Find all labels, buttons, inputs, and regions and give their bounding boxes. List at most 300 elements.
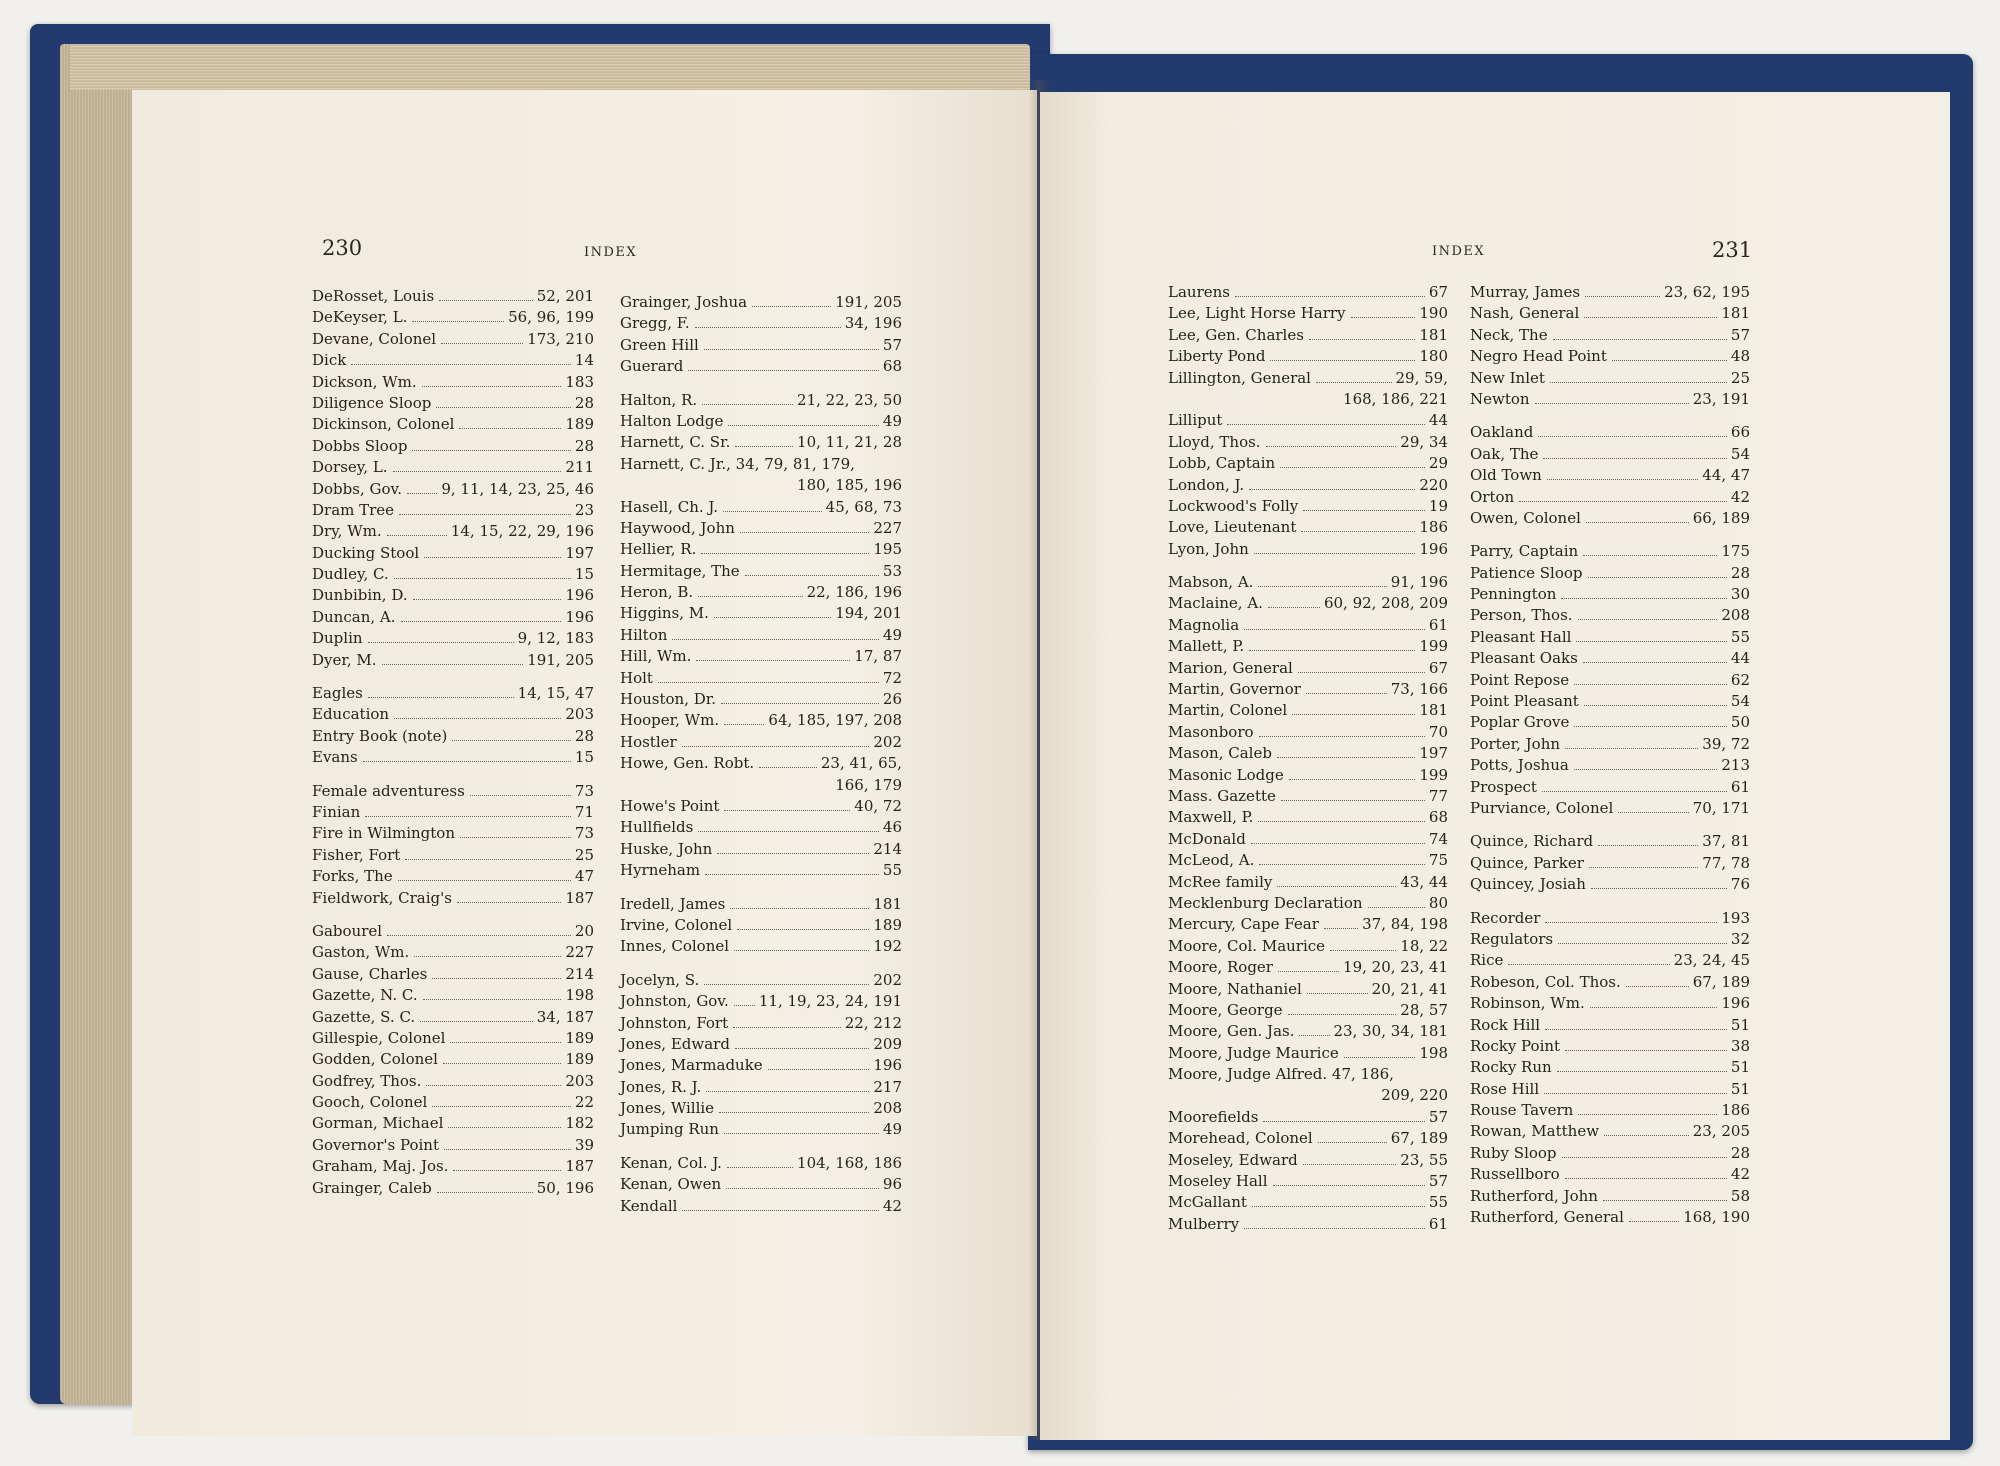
dot-leader: [1589, 867, 1698, 868]
dot-leader: [450, 1042, 561, 1043]
dot-leader: [444, 1149, 571, 1150]
dot-leader: [1508, 964, 1669, 965]
dot-leader: [1550, 382, 1727, 383]
entry-pages: 72: [882, 668, 902, 687]
dot-leader: [1330, 950, 1396, 951]
dot-leader: [432, 978, 561, 979]
index-entry: [1470, 325, 1750, 346]
dot-leader: [436, 407, 571, 408]
index-entry: [620, 603, 902, 624]
entry-pages: 52, 201: [536, 287, 594, 305]
entry-pages: 23, 62, 195: [1664, 283, 1750, 301]
dot-leader: [1288, 1014, 1397, 1015]
running-head: INDEX: [584, 245, 638, 260]
index-entry: [1470, 1057, 1750, 1078]
entry-pages: 23, 30, 34, 181: [1333, 1022, 1448, 1041]
entry-pages: 22: [574, 1093, 594, 1112]
entry-pages: 168, 186, 221: [1343, 389, 1448, 408]
dot-leader: [368, 642, 514, 643]
dot-leader: [1538, 436, 1727, 437]
dot-leader: [412, 321, 504, 322]
dot-leader: [1603, 1200, 1727, 1201]
index-entry: [620, 860, 902, 881]
entry-pages: 208: [873, 1099, 902, 1118]
entry-pages: 80: [1428, 893, 1448, 912]
entry-name: Rowan, Matthew: [1470, 1122, 1600, 1141]
dot-leader: [1598, 845, 1698, 846]
index-entry: [312, 823, 594, 844]
entry-pages: 220: [1419, 475, 1448, 494]
index-entry: [312, 1007, 594, 1028]
index-entry: [1470, 465, 1750, 486]
entry-name: Rice: [1470, 951, 1504, 970]
index-entry: [312, 1092, 594, 1113]
entry-name: Hermitage, The: [620, 561, 740, 580]
dot-leader: [728, 425, 879, 426]
entry-pages: 73: [574, 824, 594, 843]
index-entry: [620, 646, 902, 667]
dot-leader: [1280, 467, 1425, 468]
index-entry: [312, 628, 594, 649]
index-entry: [1168, 453, 1448, 474]
index-entry: [620, 518, 902, 539]
index-entry: [312, 607, 594, 628]
entry-pages: 194, 201: [835, 604, 902, 623]
index-entry: [620, 1153, 902, 1174]
entry-pages: 61: [1730, 777, 1750, 796]
entry-name: Moore, Gen. Jas.: [1168, 1022, 1295, 1041]
index-entry: [312, 372, 594, 393]
entry-name: Maxwell, P.: [1168, 808, 1254, 827]
index-entry: [620, 582, 902, 603]
index-entry: [312, 521, 594, 542]
dot-leader: [1583, 555, 1717, 556]
dot-leader: [1306, 693, 1387, 694]
dot-leader: [688, 370, 879, 371]
index-entry: [1470, 831, 1750, 852]
index-entry: [312, 436, 594, 457]
index-entry: [620, 710, 902, 731]
dot-leader: [414, 956, 561, 957]
dot-leader: [452, 740, 571, 741]
entry-pages: 76: [1730, 875, 1750, 894]
entry-pages: 19: [1428, 496, 1448, 515]
entry-pages: 187: [565, 1157, 594, 1176]
dot-leader: [422, 386, 562, 387]
dot-leader: [733, 1027, 841, 1028]
dot-leader: [448, 1127, 561, 1128]
index-entry: [1470, 1186, 1750, 1207]
entry-name: Gause, Charles: [312, 964, 428, 983]
index-entry: [312, 479, 594, 500]
index-entry: [1168, 572, 1448, 593]
dot-leader: [735, 446, 793, 447]
dot-leader: [1544, 1093, 1727, 1094]
entry-name: Mass. Gazette: [1168, 786, 1276, 805]
index-entry: [312, 393, 594, 414]
entry-pages: 54: [1730, 692, 1750, 711]
section-gap: [620, 882, 902, 894]
entry-name: Kenan, Col. J.: [620, 1153, 722, 1172]
entry-name: McRee family: [1168, 872, 1273, 891]
entry-name: Duplin: [312, 629, 363, 648]
entry-pages: 68: [882, 357, 902, 376]
entry-name: Iredell, James: [620, 894, 726, 913]
dot-leader: [723, 511, 822, 512]
dot-leader: [682, 1210, 878, 1211]
entry-pages: 23, 55: [1400, 1150, 1448, 1169]
entry-name: Rocky Point: [1470, 1036, 1561, 1055]
index-entry: [312, 1113, 594, 1134]
dot-leader: [1303, 1164, 1397, 1165]
index-entry: [620, 991, 902, 1012]
dot-leader: [745, 575, 879, 576]
entry-pages: 28: [574, 436, 594, 455]
entry-name: Robeson, Col. Thos.: [1470, 972, 1621, 991]
entry-name: Governor's Point: [312, 1135, 439, 1154]
entry-pages: 227: [565, 943, 594, 962]
dot-leader: [734, 1005, 755, 1006]
dot-leader: [459, 428, 561, 429]
entry-pages: 193: [1721, 908, 1750, 927]
entry-pages: 44, 47: [1702, 466, 1750, 485]
dot-leader: [387, 935, 571, 936]
entry-name: London, J.: [1168, 475, 1245, 494]
entry-name: Johnston, Gov.: [620, 992, 729, 1011]
entry-pages: 9, 12, 183: [517, 629, 594, 648]
entry-pages: 61: [1428, 1214, 1448, 1233]
index-entry: [312, 286, 594, 307]
index-entry: [1470, 1164, 1750, 1185]
entry-pages: 44: [1730, 649, 1750, 668]
entry-name: McDonald: [1168, 829, 1246, 848]
entry-pages: 20, 21, 41: [1371, 979, 1448, 998]
index-entry: [312, 564, 594, 585]
dot-leader: [1612, 360, 1727, 361]
entry-pages: 66, 189: [1692, 508, 1750, 527]
dot-leader: [1254, 553, 1416, 554]
index-entry: [1470, 691, 1750, 712]
entry-name: Regulators: [1470, 929, 1554, 948]
index-entry: [1470, 389, 1750, 410]
entry-name: Hill, Wm.: [620, 647, 692, 666]
index-entry: [620, 970, 902, 991]
entry-name: Johnston, Fort: [620, 1013, 729, 1032]
entry-name: Moseley Hall: [1168, 1172, 1268, 1191]
entry-name: Jocelyn, S.: [620, 970, 700, 989]
index-entry: [312, 307, 594, 328]
dot-leader: [1565, 1178, 1727, 1179]
index-entry: [312, 964, 594, 985]
dot-leader: [1324, 928, 1358, 929]
entry-name: Jones, R. J.: [620, 1077, 702, 1096]
dot-leader: [1316, 382, 1392, 383]
entry-name: Houston, Dr.: [620, 690, 717, 709]
entry-name: Mecklenburg Declaration: [1168, 893, 1363, 912]
entry-name: Finian: [312, 802, 361, 821]
entry-name: Dickinson, Colonel: [312, 415, 455, 434]
index-entry: [620, 497, 902, 518]
entry-name: Moore, Col. Maurice: [1168, 936, 1326, 955]
entry-pages: 51: [1730, 1079, 1750, 1098]
index-entry: [620, 454, 902, 475]
entry-pages: 17, 87: [854, 647, 902, 666]
dot-leader: [1574, 684, 1727, 685]
entry-name: Higgins, M.: [620, 604, 709, 623]
dot-leader: [1351, 317, 1416, 318]
entry-pages: 104, 168, 186: [797, 1153, 902, 1172]
entry-pages: 47: [574, 867, 594, 886]
entry-name: Godfrey, Thos.: [312, 1071, 422, 1090]
entry-name: Moseley, Edward: [1168, 1150, 1298, 1169]
entry-name: Dobbs, Gov.: [312, 479, 402, 498]
index-entry: [620, 1119, 902, 1140]
entry-pages: 189: [565, 415, 594, 434]
entry-pages: 67: [1428, 283, 1448, 301]
entry-name: Pleasant Oaks: [1470, 649, 1578, 668]
index-entry: [620, 335, 902, 356]
dot-leader: [1542, 791, 1727, 792]
index-entry: [620, 1174, 902, 1195]
entry-pages: 26: [882, 690, 902, 709]
dot-leader: [1244, 1228, 1425, 1229]
dot-leader: [1578, 619, 1718, 620]
entry-name: Lee, Gen. Charles: [1168, 325, 1304, 344]
entry-name: Rocky Run: [1470, 1058, 1552, 1077]
entry-name: Evans: [312, 748, 358, 767]
index-entry: [312, 1178, 594, 1199]
entry-name: Graham, Maj. Jos.: [312, 1157, 449, 1176]
entry-name: Laurens: [1168, 283, 1230, 301]
entry-name: Dick: [312, 351, 347, 370]
entry-name: Dyer, M.: [312, 650, 377, 669]
entry-name: Love, Lieutenant: [1168, 518, 1297, 537]
entry-name: Hyrneham: [620, 861, 701, 880]
entry-name: Newton: [1470, 389, 1530, 408]
running-head: INDEX: [1432, 244, 1486, 259]
entry-pages: 183: [565, 372, 594, 391]
dot-leader: [1252, 1206, 1425, 1207]
entry-pages: 67, 189: [1390, 1129, 1448, 1148]
index-entry: [1168, 496, 1448, 517]
entry-pages: 217: [873, 1077, 902, 1096]
entry-pages: 49: [882, 411, 902, 430]
index-entry: [620, 936, 902, 957]
index-entry: [1470, 1100, 1750, 1121]
entry-name: Dram Tree: [312, 500, 395, 519]
entry-name: Godden, Colonel: [312, 1050, 438, 1069]
index-entry: [620, 689, 902, 710]
dot-leader: [672, 639, 879, 640]
entry-pages: 15: [574, 565, 594, 584]
entry-name: McLeod, A.: [1168, 851, 1255, 870]
entry-pages: 46: [882, 818, 902, 837]
index-entry: [1168, 807, 1448, 828]
entry-pages: 70, 171: [1692, 798, 1750, 817]
section-gap: [312, 909, 594, 921]
index-entry: [312, 500, 594, 521]
entry-pages: 67: [1428, 658, 1448, 677]
index-entry: [1168, 1171, 1448, 1192]
entry-pages: 55: [882, 861, 902, 880]
index-entry: [1168, 517, 1448, 538]
index-entry: [1470, 755, 1750, 776]
entry-pages: 75: [1428, 851, 1448, 870]
index-entry: [312, 1135, 594, 1156]
entry-pages: 186: [1721, 1101, 1750, 1120]
dot-leader: [420, 1021, 533, 1022]
index-entry: [1470, 929, 1750, 950]
index-entry: [1470, 1036, 1750, 1057]
entry-name: Russellboro: [1470, 1165, 1560, 1184]
entry-pages: 37, 84, 198: [1362, 915, 1448, 934]
entry-name: Green Hill: [620, 335, 699, 354]
dot-leader: [1235, 296, 1425, 297]
dot-leader: [1583, 662, 1727, 663]
entry-pages: 53: [882, 561, 902, 580]
entry-pages: 180, 185, 196: [797, 476, 902, 495]
entry-pages: 57: [1428, 1107, 1448, 1126]
entry-pages: 43, 44: [1400, 872, 1448, 891]
entry-name: Rouse Tavern: [1470, 1101, 1574, 1120]
entry-name: Lloyd, Thos.: [1168, 432, 1261, 451]
index-entry: [1470, 670, 1750, 691]
dot-leader: [1268, 607, 1320, 608]
entry-name: Rose Hill: [1470, 1079, 1540, 1098]
entry-pages: 213: [1721, 756, 1750, 775]
index-entry: [1168, 893, 1448, 914]
index-entry: [1168, 1128, 1448, 1149]
index-entry: [1168, 1192, 1448, 1213]
dot-leader: [394, 718, 561, 719]
dot-leader: [704, 984, 869, 985]
index-entry: [1470, 950, 1750, 971]
dot-leader: [1618, 812, 1688, 813]
dot-leader: [1585, 296, 1660, 297]
dot-leader: [696, 660, 850, 661]
entry-pages: 208: [1721, 606, 1750, 625]
dot-leader: [1553, 339, 1727, 340]
entry-name: Pleasant Hall: [1470, 627, 1572, 646]
index-entry: [312, 414, 594, 435]
index-entry: [1168, 282, 1448, 303]
index-entry: [620, 625, 902, 646]
entry-name: Irvine, Colonel: [620, 915, 733, 934]
dot-leader: [401, 621, 562, 622]
dot-leader: [405, 859, 571, 860]
dot-leader: [1249, 489, 1415, 490]
entry-pages: 29: [1428, 454, 1448, 473]
entry-pages: 198: [1419, 1043, 1448, 1062]
entry-pages: 22, 186, 196: [806, 583, 902, 602]
entry-pages: 91, 196: [1390, 573, 1448, 592]
index-entry-continuation: [1168, 1085, 1448, 1106]
entry-pages: 73, 166: [1390, 680, 1448, 699]
dot-leader: [698, 831, 879, 832]
entry-name: Gazette, S. C.: [312, 1007, 416, 1026]
entry-name: Martin, Colonel: [1168, 701, 1288, 720]
index-entry: [312, 457, 594, 478]
index-entry: [1168, 1000, 1448, 1021]
dot-leader: [399, 514, 571, 515]
dot-leader: [1266, 446, 1397, 447]
index-entry: [620, 1077, 902, 1098]
entry-pages: 175: [1721, 542, 1750, 561]
index-entry: [1168, 850, 1448, 871]
entry-pages: 23, 24, 45: [1673, 951, 1750, 970]
dot-leader: [734, 950, 869, 951]
entry-pages: 180: [1419, 347, 1448, 366]
entry-pages: 34, 187: [536, 1007, 594, 1026]
index-entry: [312, 543, 594, 564]
entry-name: Person, Thos.: [1470, 606, 1573, 625]
entry-pages: 196: [873, 1056, 902, 1075]
entry-pages: 209: [873, 1034, 902, 1053]
entry-name: Ducking Stool: [312, 543, 420, 562]
entry-pages: 182: [565, 1114, 594, 1133]
entry-pages: 23: [574, 500, 594, 519]
dot-leader: [1270, 360, 1415, 361]
dot-leader: [1277, 757, 1415, 758]
entry-pages: 42: [1730, 487, 1750, 506]
entry-pages: 23, 191: [1692, 389, 1750, 408]
index-entry: [1470, 1079, 1750, 1100]
index-entry: [1168, 872, 1448, 893]
dot-leader: [1545, 922, 1717, 923]
entry-name: Jones, Willie: [620, 1099, 715, 1118]
section-gap: [1168, 560, 1448, 572]
entry-pages: 181: [1419, 325, 1448, 344]
entry-pages: 28: [1730, 1143, 1750, 1162]
entry-pages: 9, 11, 14, 23, 25, 46: [441, 479, 594, 498]
index-column: [1168, 282, 1448, 1235]
index-entry: [312, 845, 594, 866]
entry-name: Liberty Pond: [1168, 347, 1266, 366]
entry-name: Neck, The: [1470, 325, 1548, 344]
entry-pages: 14: [574, 351, 594, 370]
dot-leader: [1565, 1050, 1727, 1051]
index-entry: [1168, 786, 1448, 807]
entry-name: New Inlet: [1470, 368, 1545, 387]
index-entry: [1470, 972, 1750, 993]
entry-pages: 211: [565, 458, 594, 477]
entry-name: Hellier, R.: [620, 540, 697, 559]
dot-leader: [1309, 339, 1415, 340]
entry-pages: 173, 210: [527, 329, 594, 348]
index-entry: [620, 1055, 902, 1076]
entry-pages: 28, 57: [1400, 1000, 1448, 1019]
entry-name: Potts, Joshua: [1470, 756, 1569, 775]
entry-name: Kenan, Owen: [620, 1175, 722, 1194]
entry-pages: 39: [574, 1135, 594, 1154]
index-entry: [312, 1071, 594, 1092]
entry-pages: 202: [873, 732, 902, 751]
dot-leader: [1558, 943, 1727, 944]
index-entry: [620, 313, 902, 334]
entry-name: Halton, R.: [620, 390, 698, 409]
entry-pages: 61: [1428, 615, 1448, 634]
entry-name: Lee, Light Horse Harry: [1168, 304, 1346, 323]
index-entry: [1470, 303, 1750, 324]
entry-name: Innes, Colonel: [620, 937, 730, 956]
entry-name: Fire in Wilmington: [312, 824, 455, 843]
entry-pages: 64, 185, 197, 208: [768, 711, 902, 730]
entry-name: Mabson, A.: [1168, 573, 1254, 592]
entry-name: Grainger, Joshua: [620, 293, 748, 311]
index-entry-continuation: [1168, 389, 1448, 410]
entry-pages: 196: [565, 607, 594, 626]
entry-pages: 57: [1428, 1172, 1448, 1191]
